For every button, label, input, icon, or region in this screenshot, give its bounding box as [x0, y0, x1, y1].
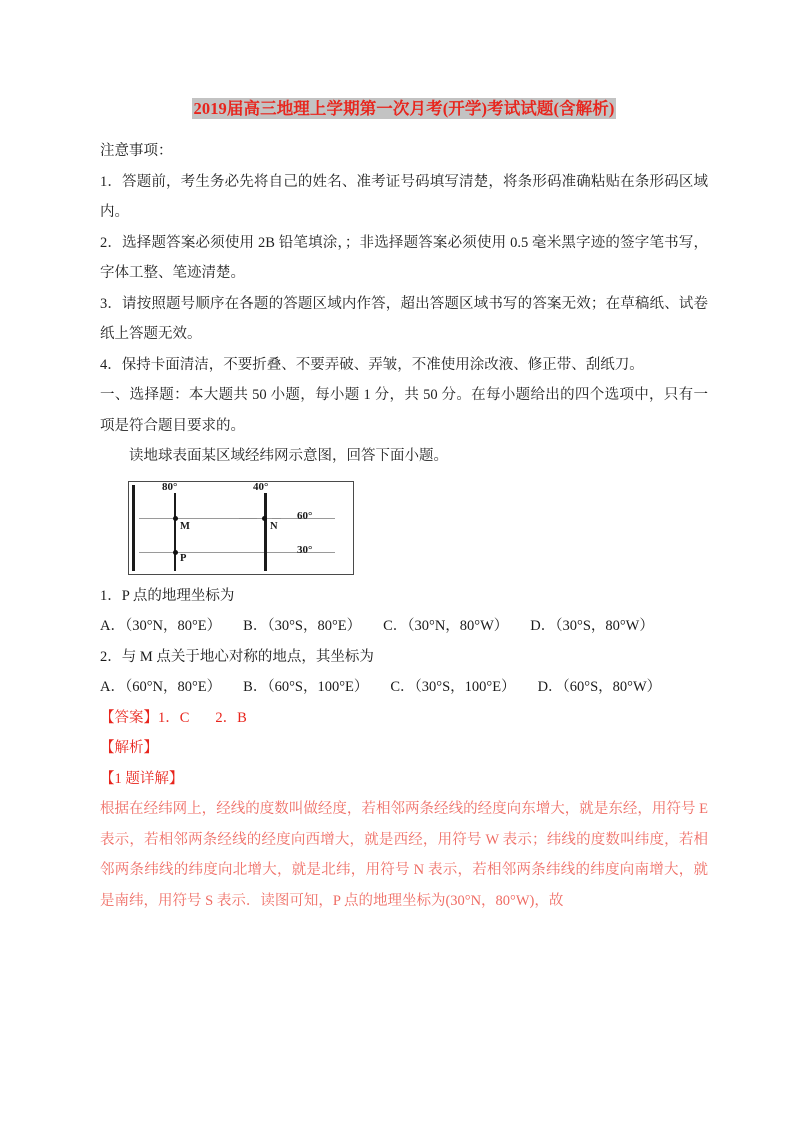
question-2-option-a[interactable]: A．（60°N，80°E） — [100, 679, 222, 695]
question-1-number: 1． — [100, 587, 122, 604]
meridian-line-40 — [264, 493, 267, 571]
answer-q1: 1．C — [158, 709, 190, 726]
figure-left-border — [132, 485, 135, 571]
label-point-n: N — [270, 520, 278, 532]
answer-q2: 2．B — [215, 709, 247, 726]
answer-line — [100, 703, 708, 734]
detail-label-1: 【1 题详解】 — [100, 770, 184, 787]
question-2-option-b[interactable]: B．（60°S，100°E） — [243, 679, 369, 695]
point-marker-n — [262, 516, 267, 521]
notice-heading: 注意事项： — [100, 143, 173, 159]
question-1-option-b[interactable]: B．（30°S，80°E） — [243, 618, 362, 634]
question-2-text: 与 M 点关于地心对称的地点，其坐标为 — [121, 648, 374, 665]
question-2-options — [100, 672, 708, 703]
meridian-line-80 — [174, 493, 176, 571]
page-title-text: 2019届高三地理上学期第一次月考(开学)考试试题(含解析) — [193, 99, 615, 118]
point-marker-m — [173, 516, 178, 521]
question-1-options — [100, 611, 708, 642]
notice-item-4: 4．保持卡面清洁，不要折叠、不要弄破、弄皱，不准使用涂改液、修正带、刮纸刀。 — [100, 356, 644, 373]
analysis-label: 【解析】 — [100, 740, 158, 756]
question-2-number: 2． — [100, 648, 122, 665]
parallel-tick-right — [272, 518, 281, 519]
label-parallel-60: 60° — [297, 509, 313, 522]
figure-wrapper — [128, 481, 708, 575]
label-parallel-30: 30° — [297, 543, 313, 556]
page-title — [100, 96, 708, 122]
question-1-option-d[interactable]: D．（30°S，80°W） — [530, 618, 654, 634]
question-1-text: P 点的地理坐标为 — [121, 587, 235, 604]
notice-item-2: 2．选择题答案必须使用 2B 铅笔填涂，；非选择题答案必须使用 0.5 毫米黑字迹的签字笔书写，字体工整、笔迹清楚。 — [100, 234, 708, 281]
label-meridian-40: 40° — [253, 480, 269, 493]
section-heading: 一、选择题：本大题共 50 小题，每小题 1 分，共 50 分。在每小题给出的四个选项中，只有一项是符合题目要求的。 — [100, 387, 708, 434]
lat-long-grid-figure — [128, 481, 354, 575]
material-prompt: 读地球表面某区域经纬网示意图，回答下面小题。 — [129, 448, 448, 464]
answer-label: 【答案】 — [100, 709, 158, 726]
question-2-option-c[interactable]: C．（30°S，100°E） — [390, 679, 516, 695]
label-point-p: P — [180, 552, 187, 564]
notice-item-1: 1．答题前，考生务必先将自己的姓名、准考证号码填写清楚，将条形码准确粘贴在条形码区域内。 — [100, 173, 708, 220]
question-2-option-d[interactable]: D．（60°S，80°W） — [537, 679, 662, 695]
detail-text-1: 根据在经纬网上，经线的度数叫做经度，若相邻两条经线的经度向东增大，就是东经，用符号 E 表示，若相邻两条经线的经度向西增大，就是西经，用符号 W 表示；纬线的度数叫纬度，若相邻两条纬线的纬度向北增大，就是北纬，用符号 N 表示，若相邻两条纬线的纬度向南增大，就是南纬，用符号 S 表示．读图可知，P 点的地理坐标为(30°N，80°W)，故 — [100, 801, 708, 909]
point-marker-p — [173, 550, 178, 555]
notice-item-3: 3．请按照题号顺序在各题的答题区域内作答，超出答题区域书写的答案无效；在草稿纸、试卷纸上答题无效。 — [100, 295, 708, 342]
question-1-option-c[interactable]: C．（30°N，80°W） — [383, 618, 509, 634]
label-point-m: M — [180, 520, 190, 532]
question-2-stem — [100, 642, 708, 673]
question-1-option-a[interactable]: A．（30°N，80°E） — [100, 618, 222, 634]
question-1-stem — [100, 581, 708, 612]
label-meridian-80: 80° — [162, 480, 178, 493]
document-content — [100, 96, 708, 916]
parallel-tick-left — [239, 518, 257, 519]
